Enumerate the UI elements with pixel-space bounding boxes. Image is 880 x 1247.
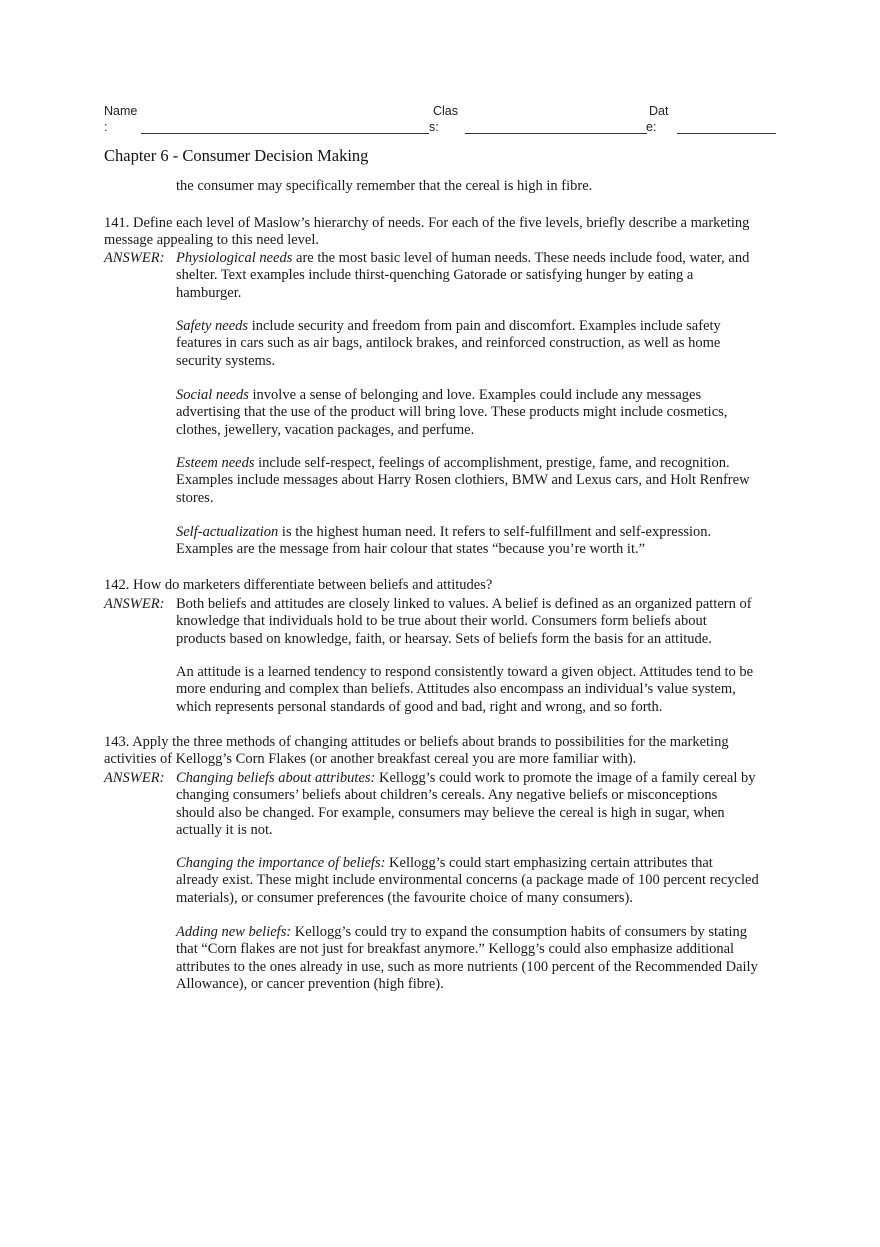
answer-label: ANSWER: [104, 770, 165, 786]
term: Changing beliefs about attributes: [176, 770, 376, 786]
question-line: message appealing to this need level. [104, 232, 320, 249]
date-label-colon: e: [646, 120, 657, 134]
class-label: Clas [433, 104, 459, 118]
question-line: 142. How do marketers differentiate between beliefs and attitudes? [104, 577, 493, 593]
term: Adding new beliefs: [176, 924, 292, 940]
date-field-line [677, 133, 776, 134]
name-label: Name [104, 104, 138, 118]
name-label-colon: : [104, 120, 108, 134]
question-line: activities of Kellogg’s Corn Flakes (or another breakfast cereal you are more familiar with). [104, 751, 637, 768]
chapter-title: Chapter 6 - Consumer Decision Making [104, 146, 369, 165]
question-143 [104, 734, 784, 769]
name-field-line [141, 133, 429, 134]
class-field-line [465, 133, 647, 134]
term: Safety needs [176, 318, 249, 334]
answer-143-importance: Changing the importance of beliefs: Kellogg’s could start emphasizing certain attributes that already exist. These might include environmental concerns (a package made of 100 percent recycled materials), or consumer preferences (the favourite choice of many consumers). [176, 855, 759, 906]
question-line: 143. Apply the three methods of changing attitudes or beliefs about brands to possibilities for the marketing [104, 734, 729, 750]
answer-141-physiological: Physiological needs are the most basic level of human needs. These needs include food, water, and shelter. Text examples include thirst-quenching Gatorade or satisfying hunger by eating a hamburger. [176, 250, 750, 301]
answer-141-self-actualization: Self-actualization is the highest human need. It refers to self-fulfillment and self-expression. Examples are the message from hair colour that states “because you’re worth it.” [176, 524, 712, 558]
answer-141-esteem: Esteem needs include self-respect, feelings of accomplishment, prestige, fame, and recognition. Examples include messages about Harry Rosen clothiers, BMW and Lexus cars, and Holt Renfrew stores. [176, 455, 750, 506]
term: Physiological needs [176, 250, 293, 266]
term: Esteem needs [176, 455, 255, 471]
answer-label: ANSWER: [104, 596, 165, 612]
term: Changing the importance of beliefs: [176, 855, 386, 871]
term: Self-actualization [176, 524, 279, 540]
class-label-colon: s: [429, 120, 439, 134]
answer-142-beliefs: Both beliefs and attitudes are closely linked to values. A belief is defined as an organized pattern of knowledge that individuals hold to be true about their world. Consumers form beliefs about products based on knowledge, faith, or hearsay. Sets of beliefs form the basis for an attitude. [176, 596, 752, 647]
answer-142-attitudes: An attitude is a learned tendency to respond consistently toward a given object. Attitudes tend to be more enduring and complex than beliefs. Attitudes also encompass an individual’s value system, which represents personal standards of good and bad, right and wrong, and so forth. [176, 664, 754, 715]
answer-143-changing-beliefs: Changing beliefs about attributes: Kellogg’s could work to promote the image of a family cereal by changing consumers’ beliefs about children’s cereals. Any negative beliefs or misconceptions should also be changed. For example, consumers may believe the cereal is high in sugar, when actually it is not. [176, 770, 756, 839]
question-142 [104, 577, 784, 594]
question-line: 141. Define each level of Maslow’s hierarchy of needs. For each of the five levels, briefly describe a marketing [104, 215, 750, 231]
answer-label: ANSWER: [104, 250, 165, 266]
answer-141-social: Social needs involve a sense of belonging and love. Examples could include any messages advertising that the use of the product will bring love. These products might include cosmetics, clothes, jewellery, vacation packages, and perfume. [176, 387, 728, 438]
term: Social needs [176, 387, 249, 403]
answer-141-safety: Safety needs include security and freedom from pain and discomfort. Examples include safety features in cars such as air bags, antilock brakes, and reinforced construction, as well as home security systems. [176, 318, 721, 369]
date-label: Dat [649, 104, 669, 118]
question-141 [104, 215, 784, 250]
answer-143-new-beliefs: Adding new beliefs: Kellogg’s could try to expand the consumption habits of consumers by stating that “Corn flakes are not just for breakfast anymore.” Kellogg’s could also emphasize additional attributes to the ones already in use, such as more nutrients (100 percent of the Recommended Daily Allowance), or cancer prevention (high fibre). [176, 924, 758, 993]
continuation-text: the consumer may specifically remember that the cereal is high in fibre. [176, 178, 593, 194]
